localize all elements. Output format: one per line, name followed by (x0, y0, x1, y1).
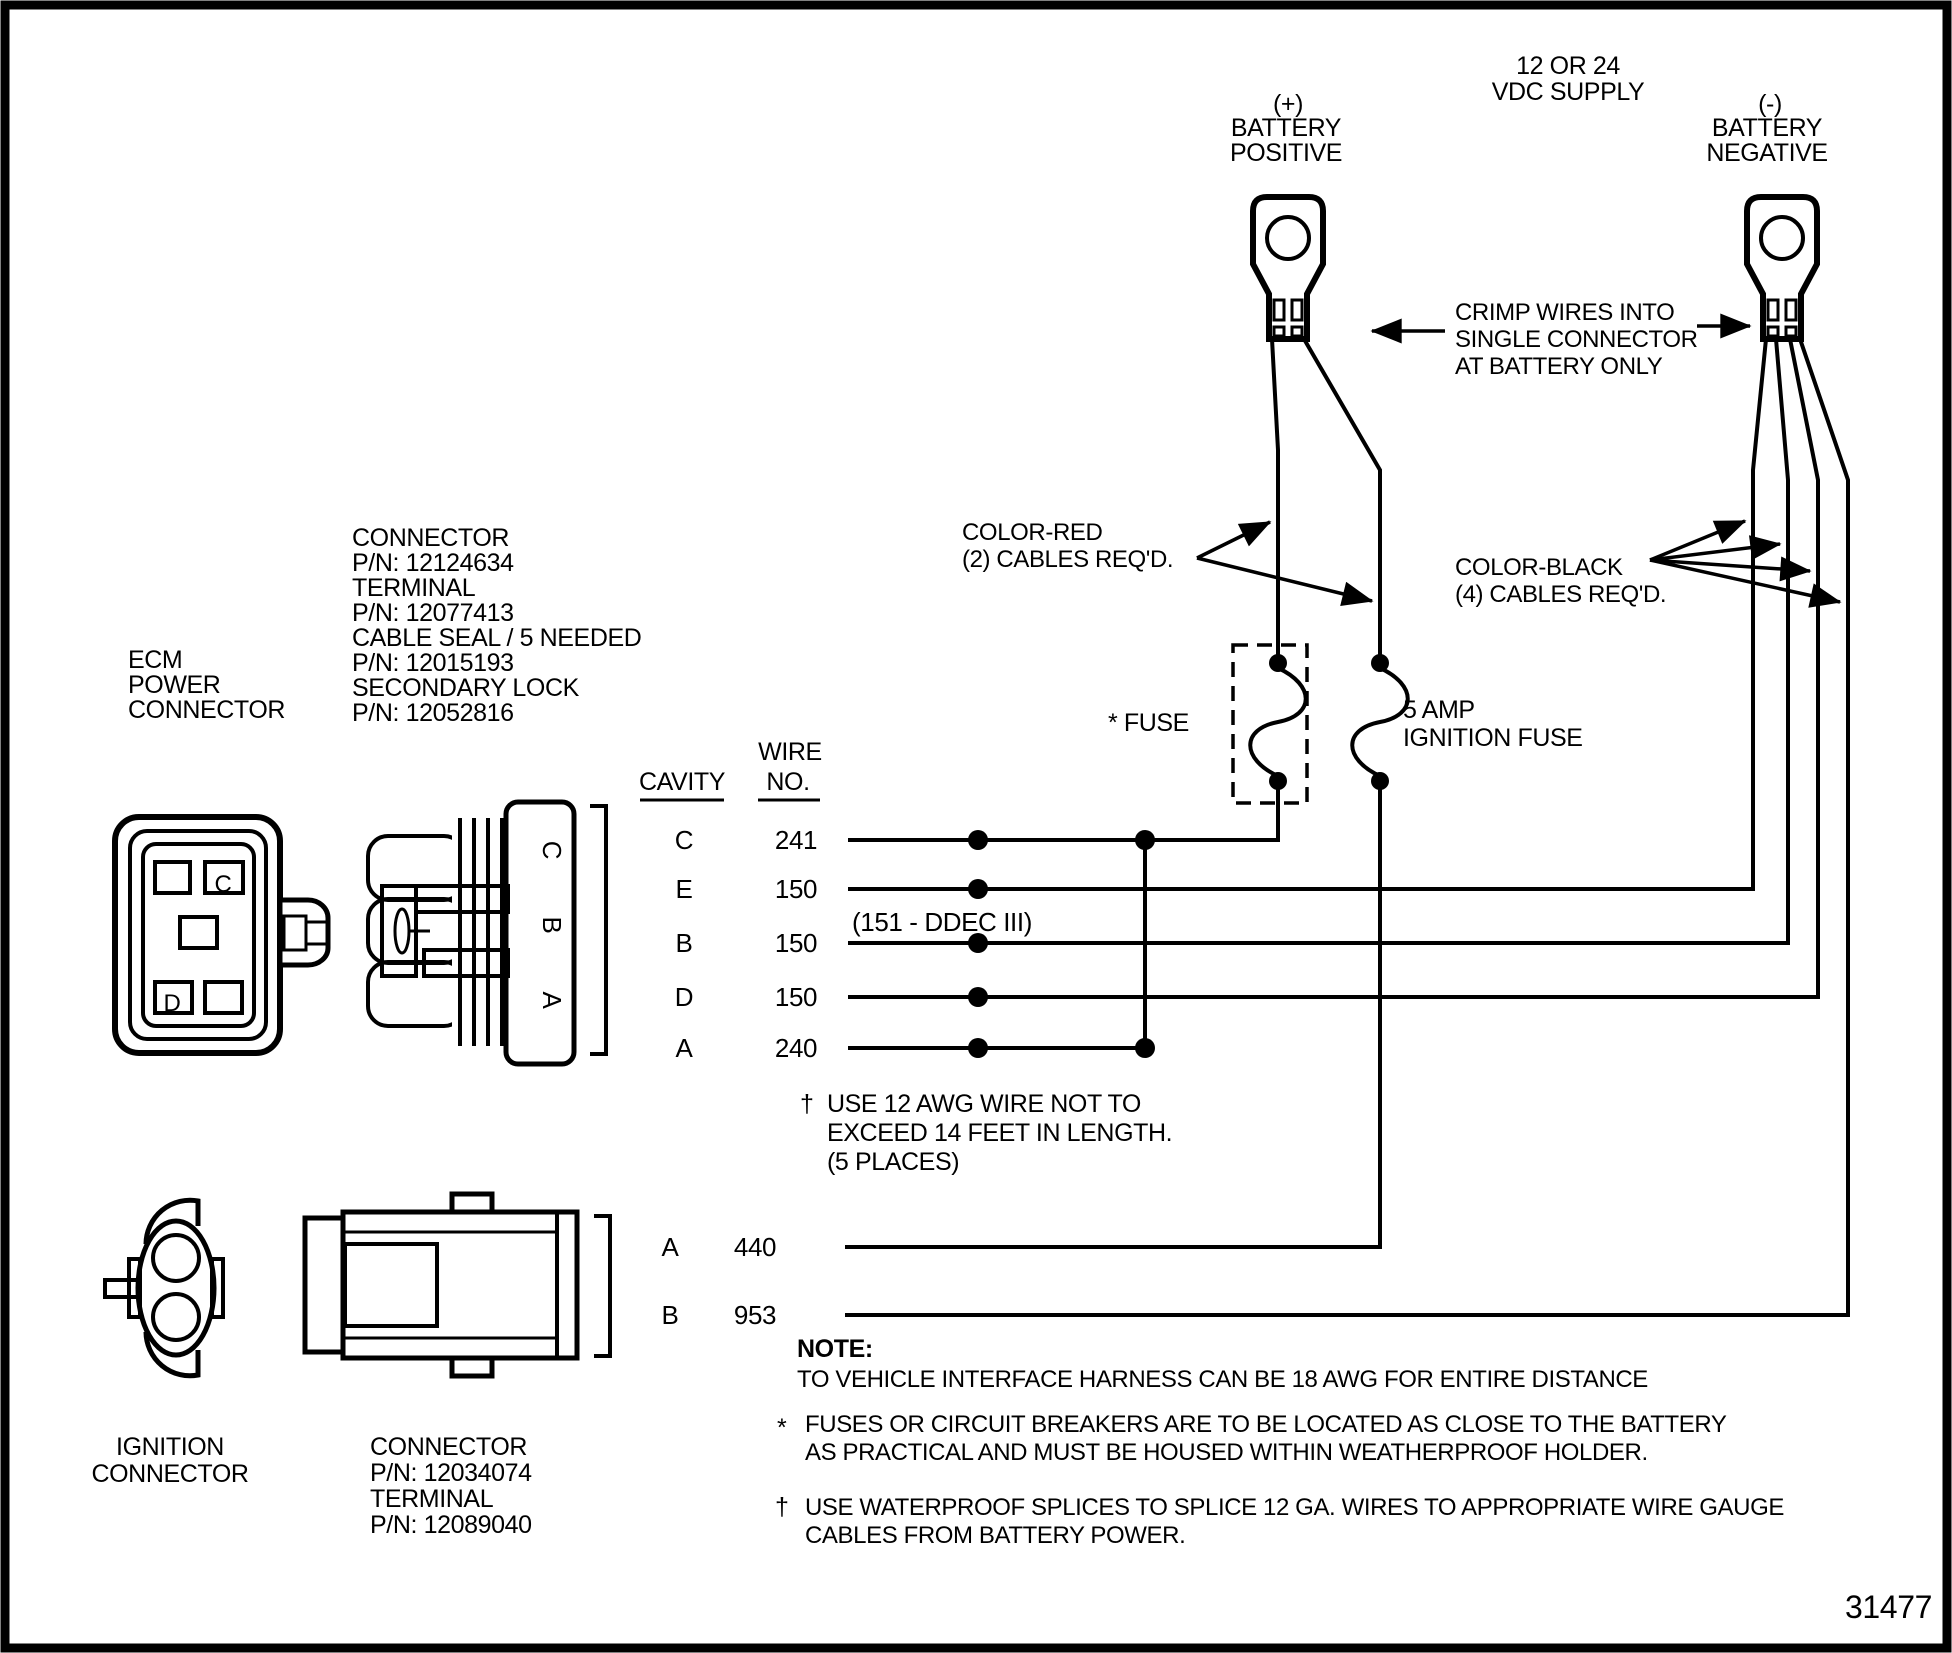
wire-no-150b: 150 (774, 928, 818, 958)
crimp-note (1372, 299, 1750, 380)
ecm-label-line1: ECM (128, 646, 183, 674)
ecm-face-latch (280, 900, 328, 965)
awg-note-line2: EXCEED 14 FEET IN LENGTH. (827, 1119, 1173, 1147)
page-border (5, 5, 1947, 1648)
ignition-part-1: P/N: 12034074 (370, 1459, 532, 1487)
cavity-c: C (674, 825, 694, 855)
wire-150-b (848, 339, 1788, 943)
ignition-connector-parts (370, 1433, 532, 1539)
ignition-fuse-line1: 5 AMP (1403, 696, 1475, 724)
main-fuse (1108, 645, 1307, 803)
crimp-note-line1: CRIMP WIRES INTO (1455, 299, 1675, 326)
harness-wires (845, 781, 1380, 1247)
junction-dot-240 (1135, 1038, 1155, 1058)
asterisk-icon: * (777, 1414, 787, 1442)
splice-dot-240 (968, 1038, 988, 1058)
drawing-number: 31477 (1845, 1589, 1932, 1625)
awg-note-line1: USE 12 AWG WIRE NOT TO (827, 1090, 1141, 1118)
main-fuse-element (1250, 668, 1306, 776)
wire-no-440: 440 (733, 1232, 777, 1262)
wire-header-line2: NO. (766, 768, 810, 796)
ecm-part-6: SECONDARY LOCK (352, 674, 579, 702)
cavity-e: E (675, 874, 693, 904)
ecm-part-2: TERMINAL (352, 574, 476, 602)
black-cables-callout (1455, 521, 1840, 608)
ecm-side-letter-b: B (537, 916, 567, 934)
ecm-part-7: P/N: 12052816 (352, 699, 514, 727)
ecm-connector-parts (352, 524, 641, 727)
red-arrow-1 (1197, 522, 1270, 558)
ecm-part-1: P/N: 12124634 (352, 549, 514, 577)
cavity-b-lower: B (661, 1300, 679, 1330)
ignition-part-0: CONNECTOR (370, 1433, 528, 1461)
ecm-part-0: CONNECTOR (352, 524, 510, 552)
ddec-note: (151 - DDEC III) (852, 907, 1032, 937)
ecm-connector-label (128, 646, 285, 724)
ignition-connector-side-view (305, 1194, 610, 1376)
ecm-connector-face-view (115, 817, 328, 1053)
fuse-note-line2: AS PRACTICAL AND MUST BE HOUSED WITHIN WEATHERPROOF HOLDER. (805, 1439, 1648, 1466)
vehicle-note: TO VEHICLE INTERFACE HARNESS CAN BE 18 AWG FOR ENTIRE DISTANCE (797, 1366, 1648, 1393)
ignition-part-2: TERMINAL (370, 1485, 494, 1513)
wire-header-line1: WIRE (758, 738, 822, 766)
wire-no-240: 240 (774, 1033, 818, 1063)
ecm-label-line3: CONNECTOR (128, 696, 286, 724)
battery-positive-lug (1253, 197, 1323, 339)
black-cables-wires (845, 339, 1848, 1315)
cavity-a: A (675, 1033, 693, 1063)
red-arrow-2 (1197, 558, 1372, 601)
notes-block (775, 1335, 1784, 1549)
wire-241 (848, 781, 1278, 840)
crimp-note-line3: AT BATTERY ONLY (1455, 353, 1663, 380)
red-cables-wires (1272, 339, 1380, 663)
ignition-part-3: P/N: 12089040 (370, 1511, 532, 1539)
wire-953 (845, 339, 1848, 1315)
battery-negative-lug (1747, 197, 1817, 339)
battery-positive-word2: POSITIVE (1229, 139, 1343, 167)
cavity-a-lower: A (661, 1232, 679, 1262)
supply-line2: VDC SUPPLY (1491, 78, 1645, 106)
dagger-icon: † (800, 1090, 814, 1118)
battery-negative-label (1706, 90, 1827, 167)
splice-note-line1: USE WATERPROOF SPLICES TO SPLICE 12 GA. WIRES TO APPROPRIATE WIRE GAUGE (805, 1494, 1784, 1521)
wire-no-241: 241 (774, 825, 818, 855)
crimp-note-line2: SINGLE CONNECTOR (1455, 326, 1698, 353)
splice-dot-241 (968, 830, 988, 850)
ignition-label-line2: CONNECTOR (91, 1460, 249, 1488)
red-cables-line1: COLOR-RED (962, 519, 1103, 546)
cavity-b: B (675, 928, 693, 958)
fuse-note-line1: FUSES OR CIRCUIT BREAKERS ARE TO BE LOCATED AS CLOSE TO THE BATTERY (805, 1411, 1727, 1438)
ecm-label-line2: POWER (128, 671, 221, 699)
ecm-part-3: P/N: 12077413 (352, 599, 514, 627)
ecm-side-letter-a: A (537, 991, 567, 1009)
wire-150-d (848, 339, 1818, 997)
battery-negative-word1: BATTERY (1711, 114, 1823, 142)
wire-no-150d: 150 (774, 982, 818, 1012)
ecm-wire-exit-bracket (590, 806, 606, 1054)
ecm-face-cavity-d: D (163, 990, 181, 1017)
wire-no-150e: 150 (774, 874, 818, 904)
splice-note-line2: CABLES FROM BATTERY POWER. (805, 1522, 1186, 1549)
ignition-label-line1: IGNITION (116, 1433, 224, 1461)
wire-150-e (848, 339, 1766, 889)
ecm-side-letter-c: C (537, 840, 567, 860)
red-cables-line2: (2) CABLES REQ'D. (962, 546, 1174, 573)
wire-table (639, 738, 1032, 1330)
main-fuse-label: * FUSE (1108, 709, 1189, 737)
ignition-connector-face-view (105, 1200, 223, 1375)
black-cables-line1: COLOR-BLACK (1455, 554, 1623, 581)
ignition-wire-exit-bracket (594, 1216, 610, 1356)
ignition-fuse (1352, 654, 1582, 790)
wire-no-953: 953 (733, 1300, 777, 1330)
cavity-d: D (674, 982, 694, 1012)
supply-line1: 12 OR 24 (1516, 52, 1620, 80)
battery-positive-word1: BATTERY (1230, 114, 1342, 142)
junction-dot-241 (1135, 830, 1155, 850)
note-title: NOTE: (797, 1335, 873, 1363)
black-cables-line2: (4) CABLES REQ'D. (1455, 581, 1667, 608)
ecm-connector-side-view (368, 802, 606, 1064)
splice-dot-150e (968, 879, 988, 899)
ecm-part-4: CABLE SEAL / 5 NEEDED (352, 624, 642, 652)
ecm-face-cavity-c: C (214, 871, 232, 898)
ecm-part-5: P/N: 12015193 (352, 649, 514, 677)
awg-note-line3: (5 PLACES) (827, 1148, 960, 1176)
awg-length-note (800, 1090, 1172, 1176)
ignition-connector-label (91, 1433, 248, 1488)
dagger2-icon: † (775, 1493, 789, 1521)
supply-label (1492, 52, 1645, 106)
splice-dot-150d (968, 987, 988, 1007)
battery-positive-label (1230, 90, 1342, 167)
cavity-header: CAVITY (638, 768, 726, 796)
ignition-fuse-element (1352, 668, 1408, 776)
battery-negative-word2: NEGATIVE (1706, 139, 1828, 167)
ignition-fuse-line2: IGNITION FUSE (1403, 724, 1583, 752)
red-cables-callout (962, 519, 1372, 601)
wire-440 (845, 781, 1380, 1247)
battery-positive-sign: (+) (1272, 90, 1304, 118)
battery-negative-sign: (-) (1758, 90, 1782, 118)
